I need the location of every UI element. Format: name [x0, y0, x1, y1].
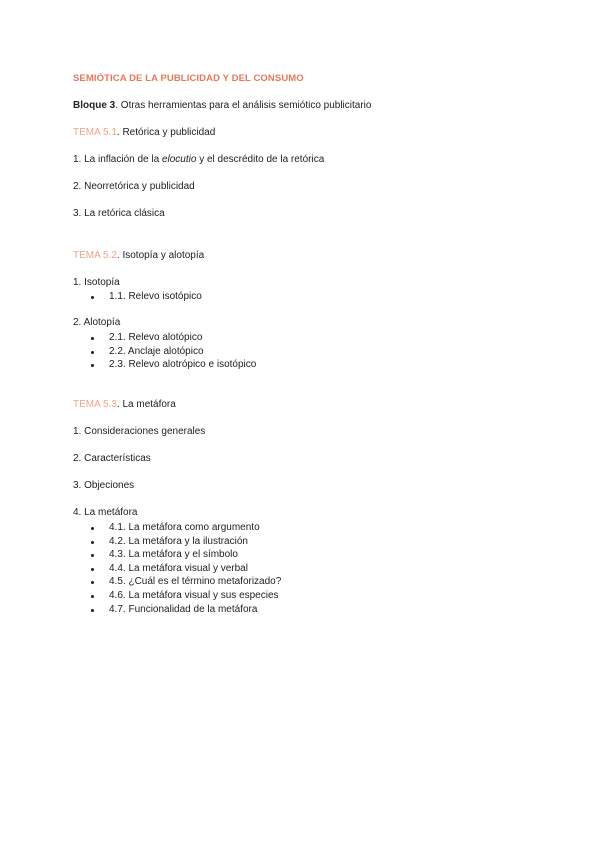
tema-5-1-item-2: 2. Neorretórica y publicidad	[73, 181, 195, 192]
document-title: SEMIÓTICA DE LA PUBLICIDAD Y DEL CONSUMO	[73, 73, 304, 84]
block-text: . Otras herramientas para el análisis semiótico publicitario	[115, 100, 372, 111]
block-heading	[73, 100, 371, 111]
tema-5-3-item-1: 1. Consideraciones generales	[73, 426, 206, 437]
tema-5-2-item-2: 2. Alotopía	[73, 317, 121, 328]
list-item: 2.3. Relevo alotrópico e isotópico	[73, 358, 256, 372]
list-item: 4.2. La metáfora y la ilustración	[73, 535, 281, 549]
tema-5-3-title: . La metáfora	[116, 399, 176, 410]
tema-5-3-item-4: 4. La metáfora	[73, 507, 138, 518]
tema-5-2-heading	[73, 250, 204, 261]
tema-5-2-item-2-sublist	[73, 331, 256, 372]
tema-5-2-item-1-sublist	[73, 290, 202, 304]
item-text: 1. La inflación de la	[73, 154, 162, 165]
tema-5-1-label: TEMA 5.1	[73, 127, 117, 138]
list-item: 2.2. Anclaje alotópico	[73, 345, 256, 359]
list-item: 4.4. La metáfora visual y verbal	[73, 562, 281, 576]
tema-5-3-heading	[73, 399, 176, 410]
list-item: 1.1. Relevo isotópico	[73, 290, 202, 304]
tema-5-3-item-3: 3. Objeciones	[73, 480, 135, 491]
tema-5-1-title: . Retórica y publicidad	[116, 127, 216, 138]
item-text: y el descrédito de la retórica	[196, 154, 325, 165]
list-item: 4.5. ¿Cuál es el término metaforizado?	[73, 575, 281, 589]
tema-5-2-label: TEMA 5.2	[73, 250, 117, 261]
tema-5-3-item-2: 2. Características	[73, 453, 151, 464]
list-item: 2.1. Relevo alotópico	[73, 331, 256, 345]
tema-5-2-item-1: 1. Isotopía	[73, 277, 120, 288]
list-item: 4.7. Funcionalidad de la metáfora	[73, 603, 281, 617]
list-item: 4.6. La metáfora visual y sus especies	[73, 589, 281, 603]
list-item: 4.1. La metáfora como argumento	[73, 521, 281, 535]
list-item: 4.3. La metáfora y el símbolo	[73, 548, 281, 562]
block-label: Bloque 3	[73, 100, 116, 111]
tema-5-3-label: TEMA 5.3	[73, 399, 117, 410]
tema-5-1-item-1	[73, 154, 324, 165]
item-emphasis: elocutio	[161, 154, 197, 165]
tema-5-1-item-3: 3. La retórica clásica	[73, 208, 165, 219]
tema-5-3-item-4-sublist	[73, 521, 281, 616]
tema-5-1-heading	[73, 127, 215, 138]
tema-5-2-title: . Isotopía y alotopía	[116, 250, 205, 261]
